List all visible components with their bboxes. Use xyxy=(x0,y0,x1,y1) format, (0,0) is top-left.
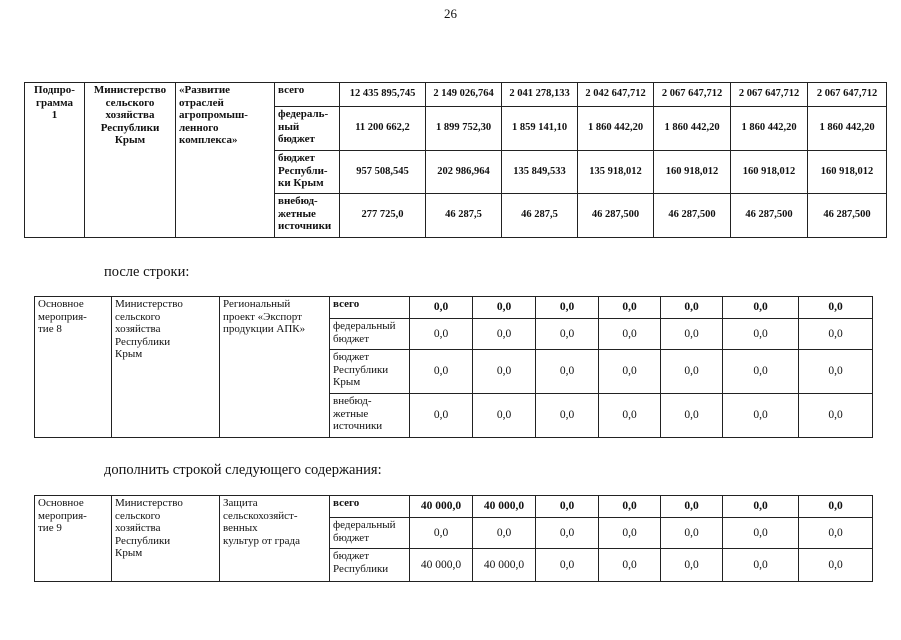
paragraph-add-row: дополнить строкой следующего содержания: xyxy=(104,462,382,478)
amount-cell: 0,0 xyxy=(723,496,799,518)
amount-cell: 2 149 026,764 xyxy=(426,83,502,107)
amount-cell: 0,0 xyxy=(661,518,723,549)
amount-cell: 0,0 xyxy=(799,319,873,350)
amount-cell: 40 000,0 xyxy=(473,496,536,518)
amount-cell: 0,0 xyxy=(661,496,723,518)
page-number: 26 xyxy=(444,6,457,21)
funding-source-cell: всего xyxy=(330,297,410,319)
amount-cell: 0,0 xyxy=(599,394,661,438)
amount-cell: 0,0 xyxy=(599,319,661,350)
amount-cell: 0,0 xyxy=(599,350,661,394)
funding-source-cell: всего xyxy=(330,496,410,518)
amount-cell: 957 508,545 xyxy=(340,151,426,194)
amount-cell: 0,0 xyxy=(536,518,599,549)
amount-cell: 0,0 xyxy=(473,518,536,549)
amount-cell: 2 042 647,712 xyxy=(578,83,654,107)
program-name-cell: Региональный проект «Экспорт продукции АПК» xyxy=(220,297,330,438)
amount-cell: 0,0 xyxy=(473,297,536,319)
amount-cell: 2 067 647,712 xyxy=(808,83,887,107)
table-row xyxy=(25,83,887,107)
table-row xyxy=(35,297,873,319)
amount-cell: 0,0 xyxy=(799,394,873,438)
amount-cell: 0,0 xyxy=(410,518,473,549)
responsible-executor-cell: Министерство сельского хозяйства Республики Крым xyxy=(112,297,220,438)
amount-cell: 160 918,012 xyxy=(731,151,808,194)
amount-cell: 0,0 xyxy=(661,350,723,394)
amount-cell: 0,0 xyxy=(799,297,873,319)
paragraph-after-row: после строки: xyxy=(104,264,190,280)
amount-cell: 1 860 442,20 xyxy=(654,107,731,151)
funding-source-cell: бюджет Республики xyxy=(330,549,410,582)
amount-cell: 46 287,5 xyxy=(426,194,502,238)
funding-source-cell: бюджет Республики Крым xyxy=(330,350,410,394)
amount-cell: 202 986,964 xyxy=(426,151,502,194)
amount-cell: 46 287,500 xyxy=(808,194,887,238)
responsible-executor-cell: Министерство сельского хозяйства Республики Крым xyxy=(85,83,176,238)
amount-cell: 11 200 662,2 xyxy=(340,107,426,151)
funding-source-cell: бюджет Республи- ки Крым xyxy=(275,151,340,194)
amount-cell: 0,0 xyxy=(410,319,473,350)
amount-cell: 0,0 xyxy=(799,549,873,582)
amount-cell: 0,0 xyxy=(599,518,661,549)
program-name-cell: «Развитие отраслей агропромыш- ленного комплекса» xyxy=(176,83,275,238)
amount-cell: 0,0 xyxy=(799,518,873,549)
funding-source-cell: всего xyxy=(275,83,340,107)
amount-cell: 0,0 xyxy=(536,350,599,394)
amount-cell: 0,0 xyxy=(723,518,799,549)
amount-cell: 0,0 xyxy=(599,549,661,582)
funding-source-cell: федеральный бюджет xyxy=(330,518,410,549)
amount-cell: 1 860 442,20 xyxy=(578,107,654,151)
amount-cell: 160 918,012 xyxy=(808,151,887,194)
amount-cell: 12 435 895,745 xyxy=(340,83,426,107)
program-name-cell: Защита сельскохозяйст- венных культур от града xyxy=(220,496,330,582)
subprogram-1-table xyxy=(24,82,887,238)
amount-cell: 0,0 xyxy=(473,319,536,350)
amount-cell: 0,0 xyxy=(410,394,473,438)
amount-cell: 0,0 xyxy=(536,297,599,319)
amount-cell: 40 000,0 xyxy=(410,549,473,582)
amount-cell: 0,0 xyxy=(723,350,799,394)
amount-cell: 1 859 141,10 xyxy=(502,107,578,151)
responsible-executor-cell: Министерство сельского хозяйства Республики Крым xyxy=(112,496,220,582)
amount-cell: 40 000,0 xyxy=(473,549,536,582)
amount-cell: 46 287,5 xyxy=(502,194,578,238)
amount-cell: 0,0 xyxy=(661,549,723,582)
amount-cell: 46 287,500 xyxy=(731,194,808,238)
amount-cell: 0,0 xyxy=(536,496,599,518)
amount-cell: 0,0 xyxy=(410,350,473,394)
activity-9-table xyxy=(34,495,873,582)
amount-cell: 2 067 647,712 xyxy=(654,83,731,107)
funding-source-cell: федеральный бюджет xyxy=(330,319,410,350)
amount-cell: 1 899 752,30 xyxy=(426,107,502,151)
amount-cell: 1 860 442,20 xyxy=(808,107,887,151)
amount-cell: 0,0 xyxy=(473,350,536,394)
amount-cell: 0,0 xyxy=(599,496,661,518)
row-category-cell: Подпро- грамма 1 xyxy=(25,83,85,238)
row-category-cell: Основное мероприя- тие 8 xyxy=(35,297,112,438)
funding-source-cell: федераль- ный бюджет xyxy=(275,107,340,151)
amount-cell: 0,0 xyxy=(599,297,661,319)
amount-cell: 2 067 647,712 xyxy=(731,83,808,107)
amount-cell: 277 725,0 xyxy=(340,194,426,238)
amount-cell: 0,0 xyxy=(536,394,599,438)
amount-cell: 0,0 xyxy=(536,319,599,350)
amount-cell: 0,0 xyxy=(799,496,873,518)
funding-source-cell: внебюд- жетные источники xyxy=(330,394,410,438)
amount-cell: 0,0 xyxy=(723,549,799,582)
amount-cell: 135 849,533 xyxy=(502,151,578,194)
amount-cell: 0,0 xyxy=(799,350,873,394)
amount-cell: 0,0 xyxy=(661,297,723,319)
amount-cell: 1 860 442,20 xyxy=(731,107,808,151)
amount-cell: 2 041 278,133 xyxy=(502,83,578,107)
amount-cell: 40 000,0 xyxy=(410,496,473,518)
amount-cell: 0,0 xyxy=(661,394,723,438)
amount-cell: 0,0 xyxy=(661,319,723,350)
amount-cell: 0,0 xyxy=(536,549,599,582)
amount-cell: 46 287,500 xyxy=(578,194,654,238)
table-row xyxy=(35,496,873,518)
amount-cell: 46 287,500 xyxy=(654,194,731,238)
amount-cell: 160 918,012 xyxy=(654,151,731,194)
activity-8-table xyxy=(34,296,873,438)
amount-cell: 0,0 xyxy=(723,319,799,350)
row-category-cell: Основное мероприя- тие 9 xyxy=(35,496,112,582)
amount-cell: 135 918,012 xyxy=(578,151,654,194)
funding-source-cell: внебюд- жетные источники xyxy=(275,194,340,238)
amount-cell: 0,0 xyxy=(723,394,799,438)
amount-cell: 0,0 xyxy=(410,297,473,319)
amount-cell: 0,0 xyxy=(473,394,536,438)
amount-cell: 0,0 xyxy=(723,297,799,319)
